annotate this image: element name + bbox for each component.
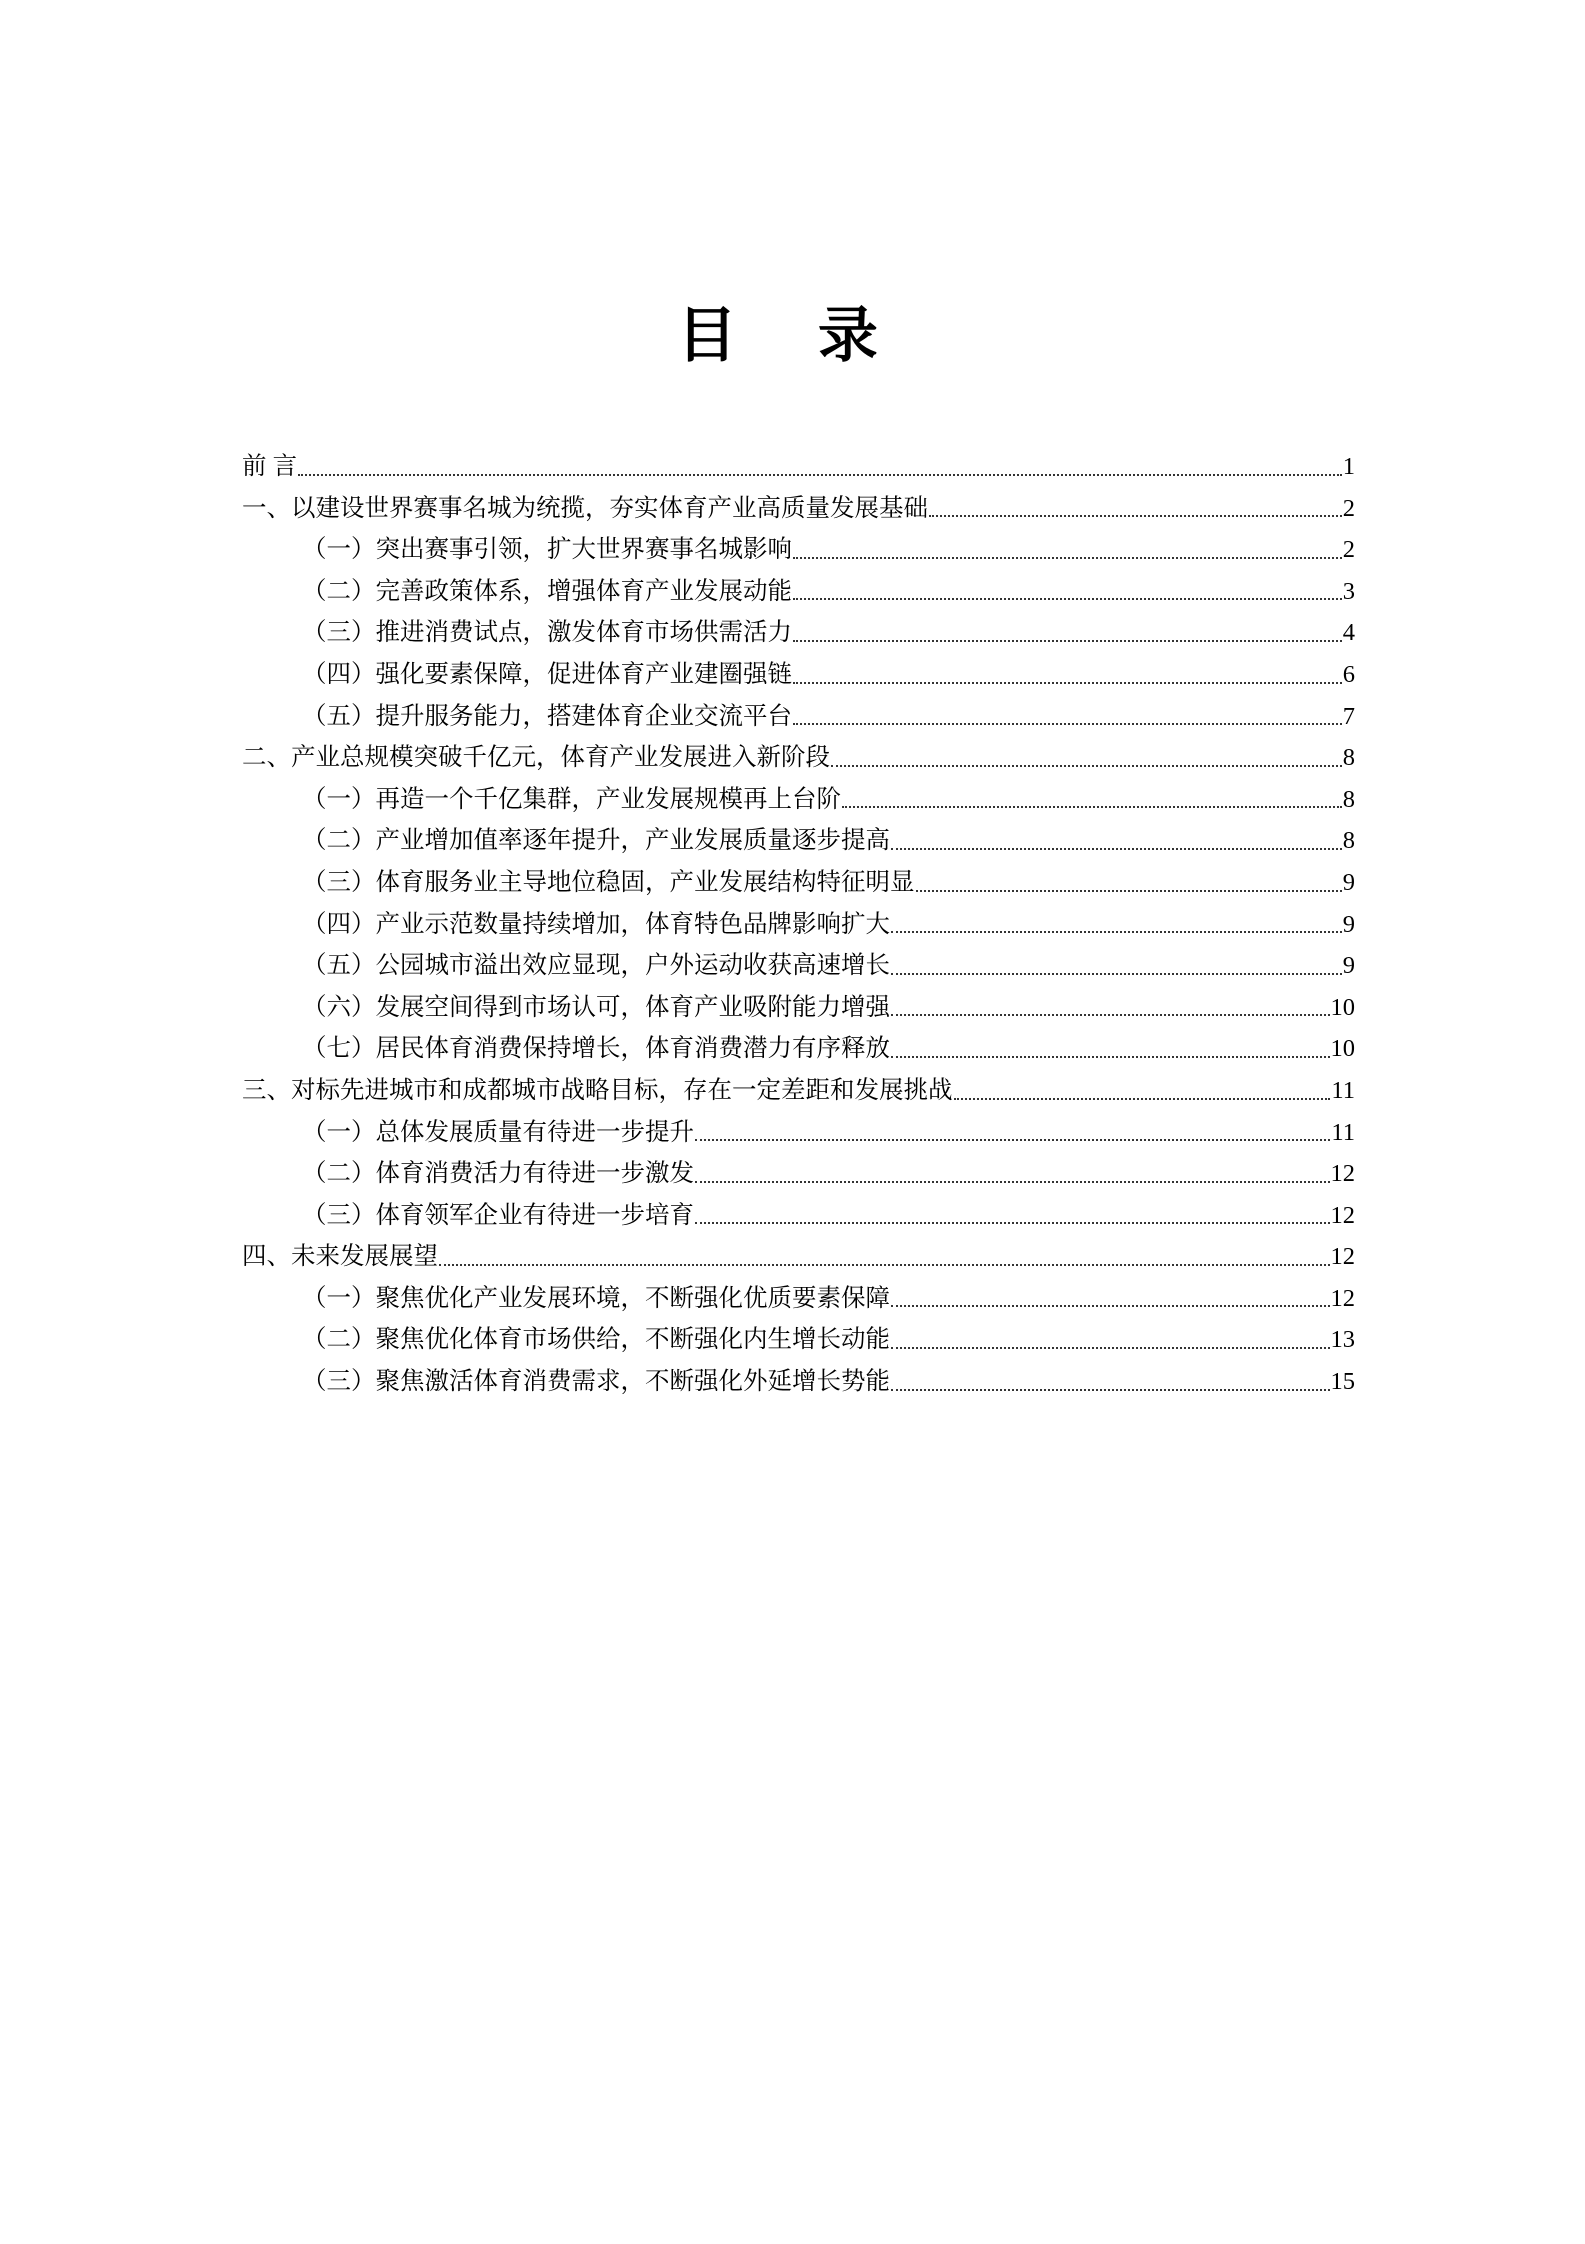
toc-entry[interactable]: [242, 1070, 1355, 1112]
toc-entry-label: （五）公园城市溢出效应显现，户外运动收获高速增长: [302, 952, 890, 980]
toc-entry-page: 13: [1330, 1326, 1355, 1354]
leader-dots: [831, 765, 1342, 767]
leader-dots: [439, 1264, 1330, 1266]
toc-entry[interactable]: [242, 571, 1355, 613]
toc-entry-label: （五）提升服务能力，搭建体育企业交流平台: [302, 702, 792, 730]
toc-entry-label: 一、以建设世界赛事名城为统揽，夯实体育产业高质量发展基础: [242, 494, 928, 522]
toc-entry-page: 9: [1342, 952, 1355, 980]
toc-entry-page: 12: [1330, 1201, 1355, 1229]
toc-entry-label: （二）聚焦优化体育市场供给，不断强化内生增长动能: [302, 1326, 890, 1354]
leader-dots: [793, 723, 1342, 725]
toc-entry-page: 6: [1342, 660, 1355, 688]
toc-entry[interactable]: [242, 446, 1355, 488]
toc-entry-label: （三）体育服务业主导地位稳固，产业发展结构特征明显: [302, 868, 915, 896]
toc-entry-page: 9: [1342, 910, 1355, 938]
toc-entry-label: （四）产业示范数量持续增加，体育特色品牌影响扩大: [302, 910, 890, 938]
leader-dots: [891, 1305, 1330, 1307]
toc-entry-page: 8: [1342, 744, 1355, 772]
leader-dots: [916, 890, 1342, 892]
toc-entry[interactable]: [242, 1112, 1355, 1154]
toc-entry[interactable]: [242, 904, 1355, 946]
toc-entry-label: （七）居民体育消费保持增长，体育消费潜力有序释放: [302, 1035, 890, 1063]
toc-entry-label: （一）聚焦优化产业发展环境，不断强化优质要素保障: [302, 1284, 890, 1312]
toc-entry-page: 9: [1342, 868, 1355, 896]
leader-dots: [298, 474, 1342, 476]
toc-entry-label: （六）发展空间得到市场认可，体育产业吸附能力增强: [302, 993, 890, 1021]
leader-dots: [793, 598, 1342, 600]
toc-entry-page: 12: [1330, 1284, 1355, 1312]
toc-entry-page: 7: [1342, 702, 1355, 730]
leader-dots: [929, 515, 1342, 517]
leader-dots: [695, 1139, 1330, 1141]
toc-entry[interactable]: [242, 945, 1355, 987]
toc-entry-label: （二）体育消费活力有待进一步激发: [302, 1160, 694, 1188]
table-of-contents: [242, 446, 1355, 1403]
toc-entry-page: 10: [1330, 1035, 1355, 1063]
toc-entry[interactable]: [242, 820, 1355, 862]
toc-entry-page: 1: [1342, 453, 1355, 480]
toc-entry-page: 2: [1342, 536, 1355, 564]
toc-entry-label: （四）强化要素保障，促进体育产业建圈强链: [302, 660, 792, 688]
toc-entry-label: （三）推进消费试点，激发体育市场供需活力: [302, 619, 792, 647]
leader-dots: [891, 1014, 1330, 1016]
toc-entry-page: 2: [1342, 494, 1355, 522]
toc-entry-page: 8: [1342, 827, 1355, 855]
leader-dots: [891, 1389, 1330, 1391]
toc-entry-label: （三）聚焦激活体育消费需求，不断强化外延增长势能: [302, 1368, 890, 1396]
toc-entry-page: 11: [1331, 1076, 1355, 1104]
leader-dots: [891, 1347, 1330, 1349]
toc-entry[interactable]: [242, 987, 1355, 1029]
leader-dots: [954, 1098, 1331, 1100]
toc-entry-page: 3: [1342, 577, 1355, 605]
toc-entry[interactable]: [242, 1028, 1355, 1070]
toc-entry[interactable]: [242, 1195, 1355, 1237]
toc-entry-page: 12: [1330, 1243, 1355, 1271]
toc-entry[interactable]: [242, 862, 1355, 904]
toc-entry-label: （二）完善政策体系，增强体育产业发展动能: [302, 577, 792, 605]
leader-dots: [793, 557, 1342, 559]
toc-entry-page: 11: [1331, 1118, 1355, 1146]
toc-entry-label: 四、未来发展展望: [242, 1243, 438, 1271]
leader-dots: [842, 806, 1342, 808]
toc-entry-label: （一）突出赛事引领，扩大世界赛事名城影响: [302, 536, 792, 564]
toc-entry[interactable]: [242, 779, 1355, 821]
leader-dots: [793, 682, 1342, 684]
toc-entry-page: 10: [1330, 993, 1355, 1021]
leader-dots: [891, 973, 1342, 975]
toc-entry[interactable]: [242, 1153, 1355, 1195]
toc-entry[interactable]: [242, 1278, 1355, 1320]
leader-dots: [891, 848, 1342, 850]
leader-dots: [891, 931, 1342, 933]
toc-entry-label: （二）产业增加值率逐年提升，产业发展质量逐步提高: [302, 827, 890, 855]
toc-entry-page: 4: [1342, 619, 1355, 647]
toc-entry[interactable]: [242, 737, 1355, 779]
toc-entry[interactable]: [242, 1236, 1355, 1278]
toc-entry[interactable]: [242, 696, 1355, 738]
toc-entry-page: 15: [1330, 1368, 1355, 1396]
toc-entry[interactable]: [242, 654, 1355, 696]
toc-entry[interactable]: [242, 1361, 1355, 1403]
toc-entry-page: 8: [1342, 785, 1355, 813]
toc-entry-label: 前 言: [242, 453, 298, 480]
leader-dots: [695, 1222, 1330, 1224]
toc-entry[interactable]: [242, 488, 1355, 530]
toc-entry-label: （三）体育领军企业有待进一步培育: [302, 1201, 694, 1229]
leader-dots: [695, 1181, 1330, 1183]
toc-entry-label: （一）再造一个千亿集群，产业发展规模再上台阶: [302, 785, 841, 813]
toc-entry-label: 二、产业总规模突破千亿元，体育产业发展进入新阶段: [242, 744, 830, 772]
toc-entry-label: 三、对标先进城市和成都城市战略目标，存在一定差距和发展挑战: [242, 1076, 953, 1104]
toc-entry[interactable]: [242, 612, 1355, 654]
page-title: 目 录: [677, 301, 908, 371]
toc-entry-page: 12: [1330, 1160, 1355, 1188]
toc-entry-label: （一）总体发展质量有待进一步提升: [302, 1118, 694, 1146]
leader-dots: [891, 1056, 1330, 1058]
toc-entry[interactable]: [242, 1319, 1355, 1361]
leader-dots: [793, 640, 1342, 642]
toc-entry[interactable]: [242, 529, 1355, 571]
